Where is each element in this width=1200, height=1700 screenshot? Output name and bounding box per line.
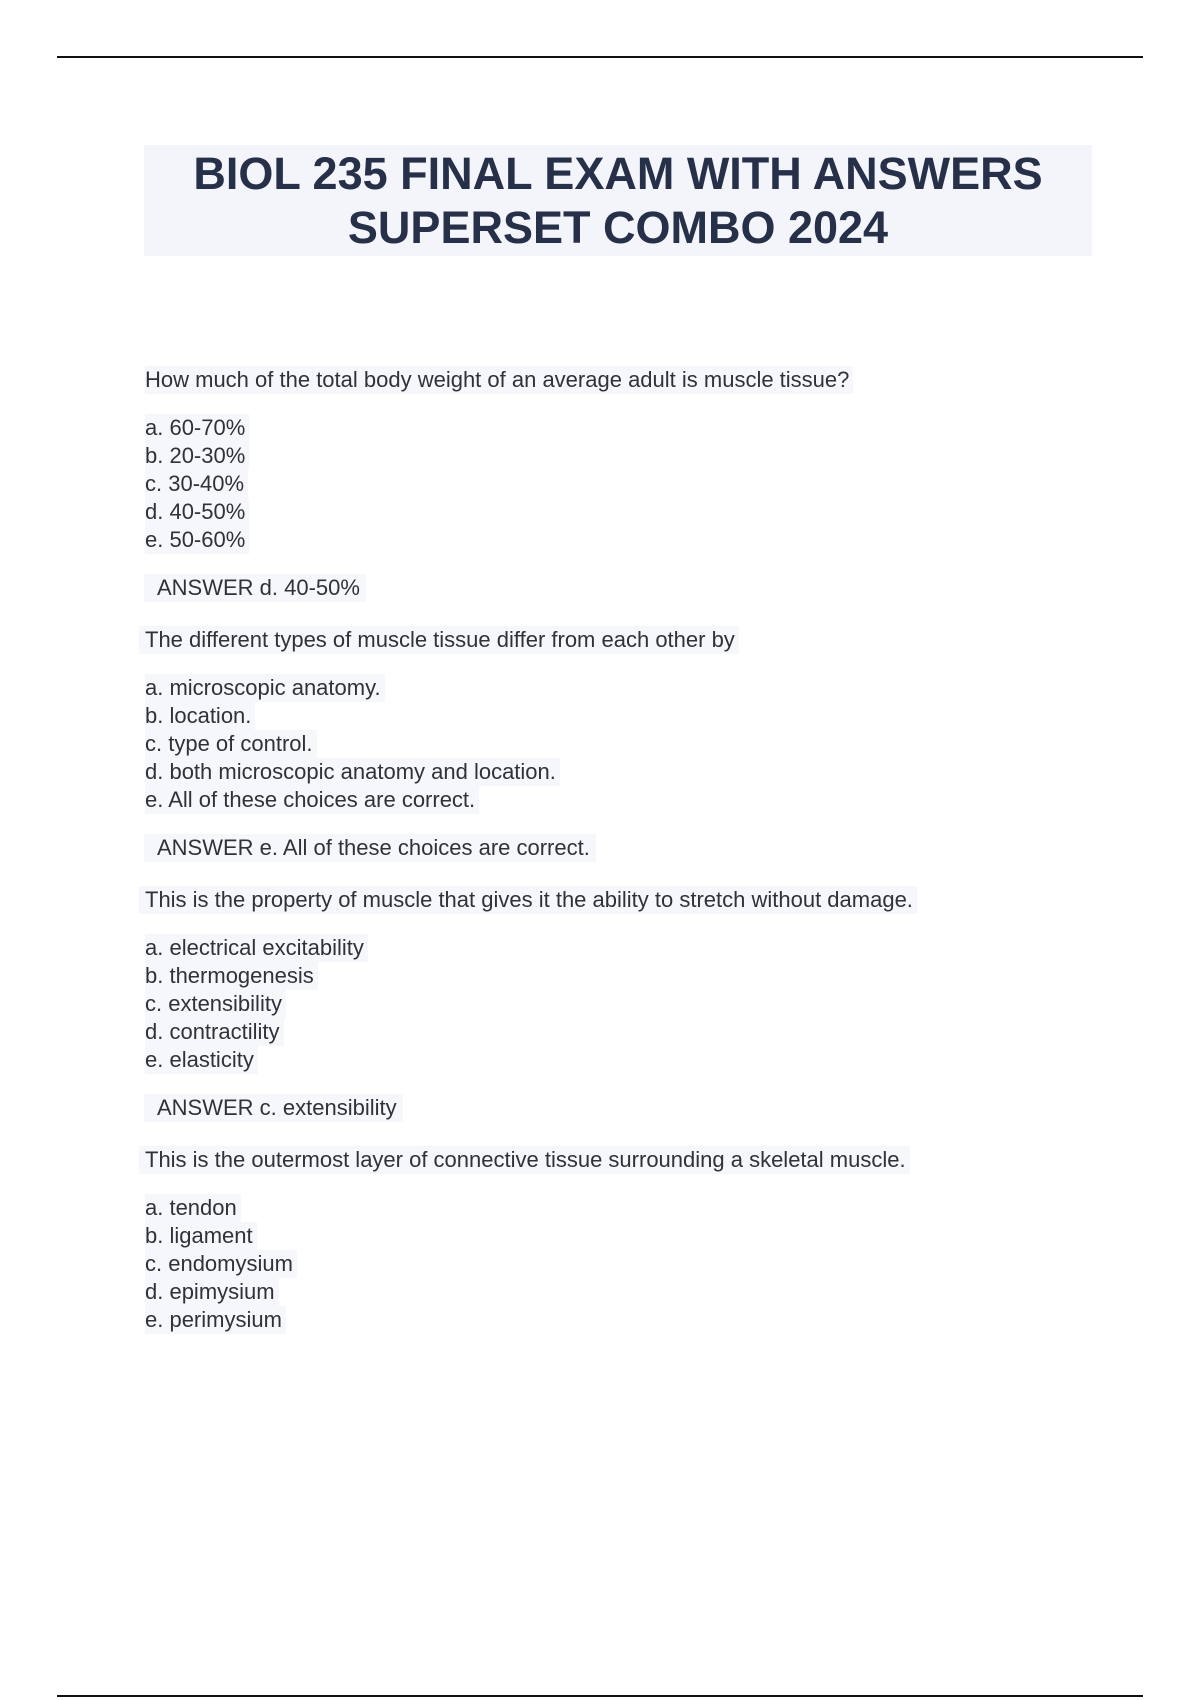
question-block-3 [145,886,1125,1122]
options-list [145,414,1125,554]
question-block-2 [145,626,1125,862]
option-c: c. endomysium [145,1250,1125,1278]
option-b: b. location. [145,702,1125,730]
title-line-2: SUPERSET COMBO 2024 [347,202,889,253]
option-e: e. perimysium [145,1306,1125,1334]
exam-content [145,366,1125,1334]
bottom-rule [57,1695,1143,1697]
option-a: a. electrical excitability [145,934,1125,962]
option-d: d. both microscopic anatomy and location. [145,758,1125,786]
option-a: a. tendon [145,1194,1125,1222]
question-block-1 [145,366,1125,602]
answer-text: ANSWER c. extensibility [145,1094,1125,1122]
option-c: c. type of control. [145,730,1125,758]
option-e: e. All of these choices are correct. [145,786,1125,814]
options-list [145,674,1125,814]
options-list [145,934,1125,1074]
option-d: d. epimysium [145,1278,1125,1306]
question-block-4 [145,1146,1125,1334]
option-c: c. 30-40% [145,470,1125,498]
options-list [145,1194,1125,1334]
document-title [144,145,1092,256]
top-rule [57,56,1143,58]
question-text: The different types of muscle tissue differ from each other by [139,626,739,654]
option-e: e. 50-60% [145,526,1125,554]
option-b: b. 20-30% [145,442,1125,470]
question-text: How much of the total body weight of an average adult is muscle tissue? [145,366,853,394]
option-e: e. elasticity [145,1046,1125,1074]
option-d: d. 40-50% [145,498,1125,526]
option-b: b. ligament [145,1222,1125,1250]
option-d: d. contractility [145,1018,1125,1046]
question-text: This is the property of muscle that gives it the ability to stretch without damage. [139,886,917,914]
title-line-1: BIOL 235 FINAL EXAM WITH ANSWERS [193,148,1043,199]
answer-text: ANSWER d. 40-50% [145,574,1125,602]
option-c: c. extensibility [145,990,1125,1018]
option-a: a. microscopic anatomy. [145,674,1125,702]
option-a: a. 60-70% [145,414,1125,442]
option-b: b. thermogenesis [145,962,1125,990]
answer-text: ANSWER e. All of these choices are correct. [145,834,1125,862]
question-text: This is the outermost layer of connective tissue surrounding a skeletal muscle. [139,1146,910,1174]
